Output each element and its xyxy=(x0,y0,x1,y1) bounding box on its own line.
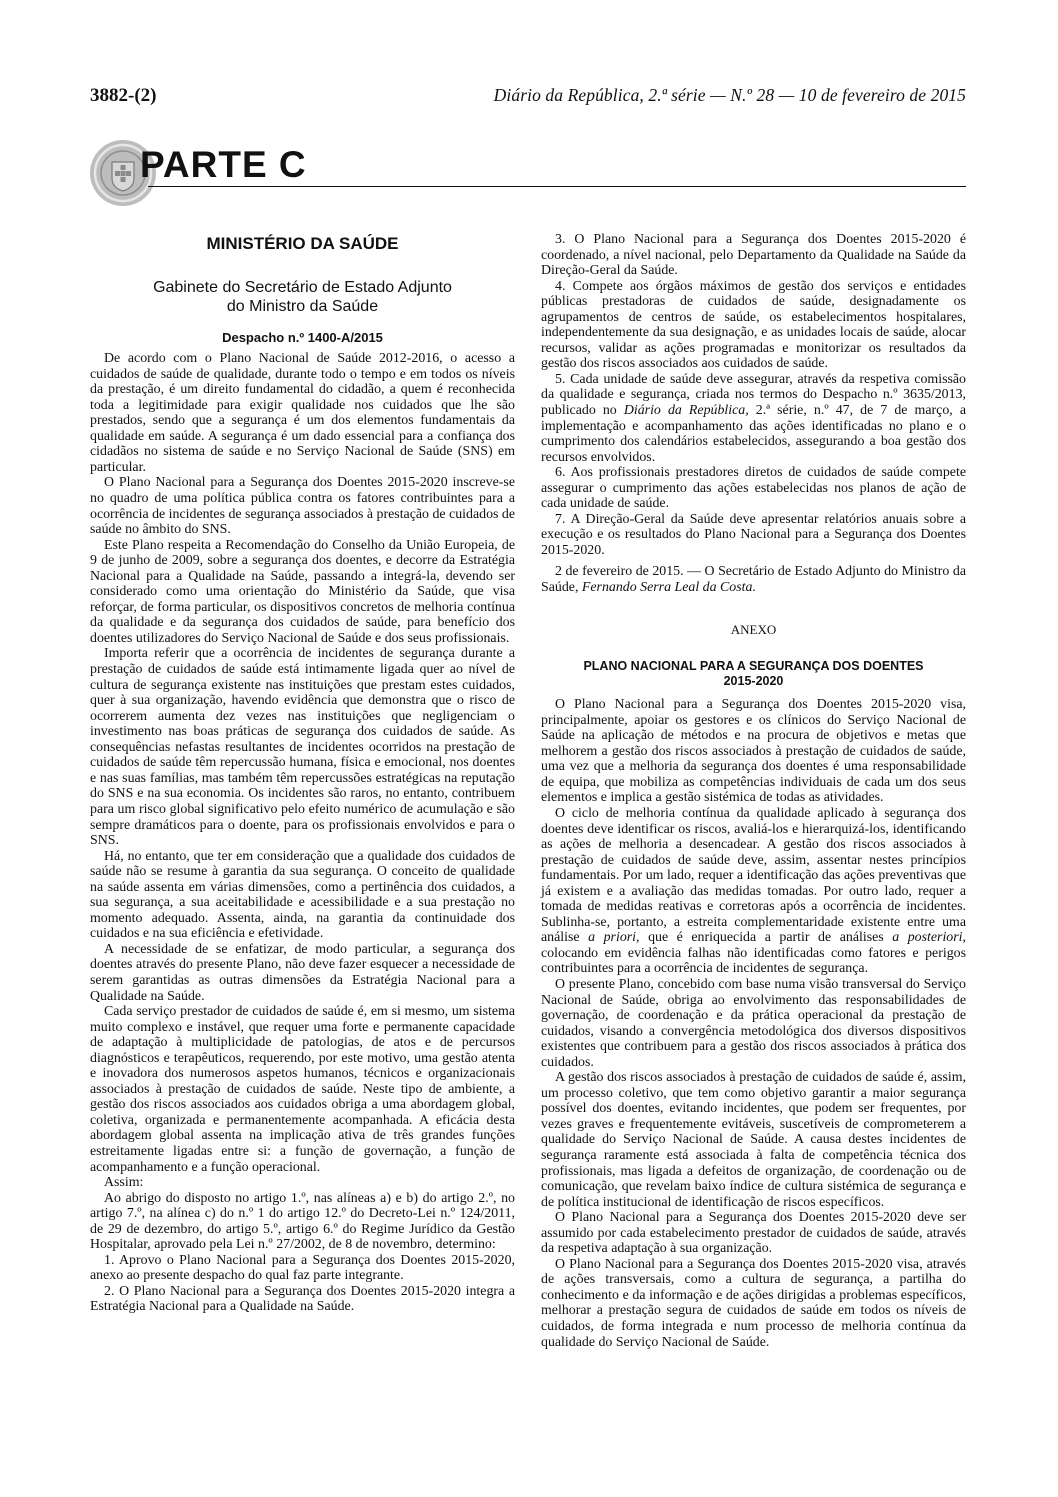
paragraph: O presente Plano, concebido com base numa visão transversal do Serviço Nacional de Saúde, obriga ao envolvimento das responsabilidades de governação, de coordenação e da prática operacional da prestação de cuidados, visando a convergência metodológica dos diversos dispositivos existentes que contribuem para a gestão dos riscos associados à prática dos cuidados. xyxy=(541,976,966,1070)
italic-term: a priori xyxy=(588,930,637,946)
paragraph-text: 2.ª série, n.º 47, de 7 de março, a implementação e acompanhamento das ações identificadas no plano e o cumprimento dos calendários estabelecidos, assegurando a boa gestão dos recursos envolvidos. xyxy=(541,403,966,465)
signatory-name: Fernando Serra Leal da Costa. xyxy=(581,580,756,596)
annex-title-line1: PLANO NACIONAL PARA A SEGURANÇA DOS DOENTES xyxy=(583,659,924,674)
italic-term: a posteriori xyxy=(892,930,963,946)
despacho-heading: Despacho n.º 1400-A/2015 xyxy=(222,329,383,345)
paragraph: Cada serviço prestador de cuidados de saúde é, em si mesmo, um sistema muito complexo e instável, que requer uma forte e permanente capacidade de adaptação à multiplicidade de patologias, de atos e de percursos diagnósticos e terapêuticos, requerendo, por este motivo, uma gestão atenta e inovadora dos numerosos aspetos humanos, técnicos e organizacionais associados à prestação de cuidados de saúde. Neste tipo de ambiente, a gestão dos riscos associados aos cuidados obriga a uma abordagem global, coletiva, organizada e permanentemente acompanhada. A eficácia desta abordagem global assenta na implicação ativa de três grandes funções estreitamente ligadas entre si: a função de governação, a função de acompanhamento e a função operacional. xyxy=(90,1004,515,1175)
journal-name-italic: Diário da República, xyxy=(623,403,749,419)
paragraph: Ao abrigo do disposto no artigo 1.º, nas alíneas a) e b) do artigo 2.º, no artigo 7.º, na alínea c) do n.º 1 do artigo 12.º do Decreto-Lei n.º 124/2011, de 29 de dezembro, do artigo 5.º, artigo 6.º do Regime Jurídico da Gestão Hospitalar, aprovado pela Lei n.º 27/2002, de 8 de novembro, determino: xyxy=(90,1190,515,1253)
paragraph: O Plano Nacional para a Segurança dos Doentes 2015-2020 inscreve-se no quadro de uma política pública contra os fatores contribuintes para a ocorrência de incidentes de segurança associados à prestação de cuidados de saúde no âmbito do SNS. xyxy=(90,475,516,538)
office-heading-line1: Gabinete do Secretário de Estado Adjunto xyxy=(153,278,452,296)
left-column xyxy=(90,232,515,1315)
paragraph: Assim: xyxy=(104,1175,144,1191)
paragraph: 7. A Direção-Geral da Saúde deve apresentar relatórios anuais sobre a execução e os resultados do Plano Nacional para a Segurança dos Doentes 2015-2020. xyxy=(541,511,966,558)
paragraph: 3. O Plano Nacional para a Segurança dos Doentes 2015-2020 é coordenado, a nível nacional, pelo Departamento da Qualidade na Saúde da Direção-Geral da Saúde. xyxy=(541,232,966,279)
paragraph: Há, no entanto, que ter em consideração que a qualidade dos cuidados de saúde não se resume à garantia da sua segurança. O conceito de qualidade na saúde assenta em várias dimensões, como a pertinência dos cuidados, a sua segurança, a sua aceitabilidade e acessibilidade e a sua prestação no momento adequado. Assenta, ainda, na garantia da continuidade dos cuidados e na sua eficiência e efetividade. xyxy=(90,848,515,942)
page-number: 3882-(2) xyxy=(90,85,157,106)
right-column xyxy=(541,232,966,1350)
paragraph: 6. Aos profissionais prestadores diretos de cuidados de saúde compete assegurar o cumprimento das ações estabelecidas nos planos de ação de cada unidade de saúde. xyxy=(541,465,966,512)
paragraph: Importa referir que a ocorrência de incidentes de segurança durante a prestação de cuidados de saúde está intimamente ligada quer ao nível de cultura de segurança existente nas instituições que prestam estes cuidados, quer à sua organização, havendo evidência que demonstra que o risco de ocorrerem aumenta dez vezes nas instituições que negligenciam o investimento nas boas práticas de segurança dos cuidados de saúde. As consequências nefastas resultantes de incidentes ocorridos na prestação de cuidados de saúde têm repercussão humana, física e emocional, nos doentes e nas suas famílias, mas também têm repercussões estratégicas na reputação do SNS e na sua economia. Os incidentes são raros, no entanto, contribuem para um risco global significativo pelo efeito numérico de acumulação e são sempre dramáticos para o doente, para os profissionais envolvidos e para o SNS. xyxy=(90,646,515,849)
ministry-heading: MINISTÉRIO DA SAÚDE xyxy=(206,234,399,253)
signoff xyxy=(541,564,966,595)
office-heading-line2: do Ministro da Saúde xyxy=(226,297,379,315)
paragraph: O Plano Nacional para a Segurança dos Doentes 2015-2020 visa, através de ações transversais, como a cultura de segurança, a partilha do conhecimento e da informação e de ações dirigidas a problemas específicos, melhorar a prestação segura de cuidados de saúde em todos os níveis de cuidados, de forma integrada e num processo de melhoria contínua da qualidade do Serviço Nacional de Saúde. xyxy=(541,1256,966,1350)
signoff-text: 2 de fevereiro de 2015. — O Secretário de Estado Adjunto do Ministro da Saúde, xyxy=(541,564,966,596)
annex-title-line2: 2015-2020 xyxy=(723,674,784,689)
annex-label: ANEXO xyxy=(730,621,777,637)
paragraph-text: O ciclo de melhoria contínua da qualidade aplicado à segurança dos doentes deve identificar os riscos, avaliá-los e hierarquizá-los, identificando as ações de melhoria a desencadear. A gestão dos riscos associados à prestação de cuidados de saúde deve, assim, assentar nestes princípios fundamentais. Por um lado, requer a identificação das ações preventivas que já existem e a avaliação das medidas tomadas. Por outro lado, requer a tomada de medidas reativas e corretoras após a ocorrência de incidentes. Sublinha-se, portanto, a estreita complementaridade existente entre uma análise xyxy=(541,805,966,946)
paragraph-text: , colocando em evidência falhas não identificadas como fatores e perigos contribuintes para a ocorrência de incidentes de segurança. xyxy=(541,930,967,977)
paragraph: De acordo com o Plano Nacional de Saúde 2012-2016, o acesso a cuidados de saúde de qualidade, durante todo o tempo e em todos os níveis da prestação, é um direito fundamental do cidadão, a quem é reconhecida toda a legitimidade para exigir qualidade nos cuidados que lhe são prestados, sendo que a segurança é um dos elementos fundamentais da qualidade em saúde. A segurança é um dado essencial para a confiança dos cidadãos no sistema de saúde e no Serviço Nacional de Saúde (SNS) em particular. xyxy=(90,351,515,475)
paragraph xyxy=(541,806,966,977)
section-title: PARTE C xyxy=(140,144,307,185)
paragraph: 4. Compete aos órgãos máximos de gestão dos serviços e entidades públicas prestadoras de cuidados de saúde, designadamente os agrupamentos de centros de saúde, os estabelecimentos hospitalares, independentemente da sua designação, e as unidades locais de saúde, alocar recursos, validar as ações programadas e monitorizar os resultados da gestão dos riscos associados aos cuidados de saúde. xyxy=(541,278,966,372)
paragraph: A necessidade de se enfatizar, de modo particular, a segurança dos doentes através do presente Plano, não deve fazer esquecer a necessidade de serem garantidas as outras dimensões da Estratégia Nacional para a Qualidade na Saúde. xyxy=(90,941,515,1004)
paragraph-text: , que é enriquecida a partir de análises xyxy=(636,930,893,946)
journal-header: Diário da República, 2.ª série — N.º 28 — 10 de fevereiro de 2015 xyxy=(493,85,966,105)
paragraph: A gestão dos riscos associados à prestação de cuidados de saúde é, assim, um processo coletivo, que tem como objetivo garantir a maior segurança possível dos doentes, evitando incidentes, que podem ser frequentes, por vezes graves e frequentemente evitáveis, suscetíveis de comprometerem a qualidade do Serviço Nacional de Saúde. A causa destes incidentes de segurança raramente está associada à falta de competência técnica dos profissionais, mas ligada a defeitos de organização, de coordenação ou de comunicação, que revelam baixo índice de cultura sistémica de segurança e de política institucional de identificação de riscos específicos. xyxy=(541,1070,966,1210)
paragraph: Este Plano respeita a Recomendação do Conselho da União Europeia, de 9 de junho de 2009, sobre a segurança dos doentes, e decorre da Estratégia Nacional para a Qualidade na Saúde, passando a integrá-la, devendo ser considerado como uma orientação do Ministério da Saúde, que visa reforçar, de forma particular, os dispositivos concretos de melhoria contínua da qualidade e da segurança dos cuidados de saúde, para benefício dos doentes utilizadores do Serviço Nacional de Saúde e dos seus profissionais. xyxy=(90,537,515,646)
paragraph xyxy=(541,372,966,465)
paragraph-text: 5. Cada unidade de saúde deve assegurar, através da respetiva comissão da qualidade e segurança, criada nos termos do Despacho n.º 3635/2013, publicado no xyxy=(541,371,966,419)
office-heading xyxy=(90,278,515,316)
paragraph: 1. Aprovo o Plano Nacional para a Segurança dos Doentes 2015-2020, anexo ao presente despacho do qual faz parte integrante. xyxy=(90,1252,515,1284)
annex-title xyxy=(541,659,966,689)
paragraph: O Plano Nacional para a Segurança dos Doentes 2015-2020 deve ser assumido por cada estabelecimento prestador de cuidados de saúde, através da respetiva adaptação à sua organização. xyxy=(541,1210,966,1257)
section-rule xyxy=(148,186,966,187)
paragraph: O Plano Nacional para a Segurança dos Doentes 2015-2020 visa, principalmente, apoiar os gestores e os clínicos do Serviço Nacional de Saúde na aplicação de métodos e na procura de objetivos e metas que melhorem a gestão dos riscos associados à prestação de cuidados de saúde, uma vez que a melhoria da segurança dos doentes é uma responsabilidade de equipa, que mobiliza as competências individuais de cada um dos seus elementos e implica a gestão sistémica de todas as atividades. xyxy=(541,697,966,806)
paragraph: 2. O Plano Nacional para a Segurança dos Doentes 2015-2020 integra a Estratégia Nacional para a Qualidade na Saúde. xyxy=(90,1283,515,1315)
